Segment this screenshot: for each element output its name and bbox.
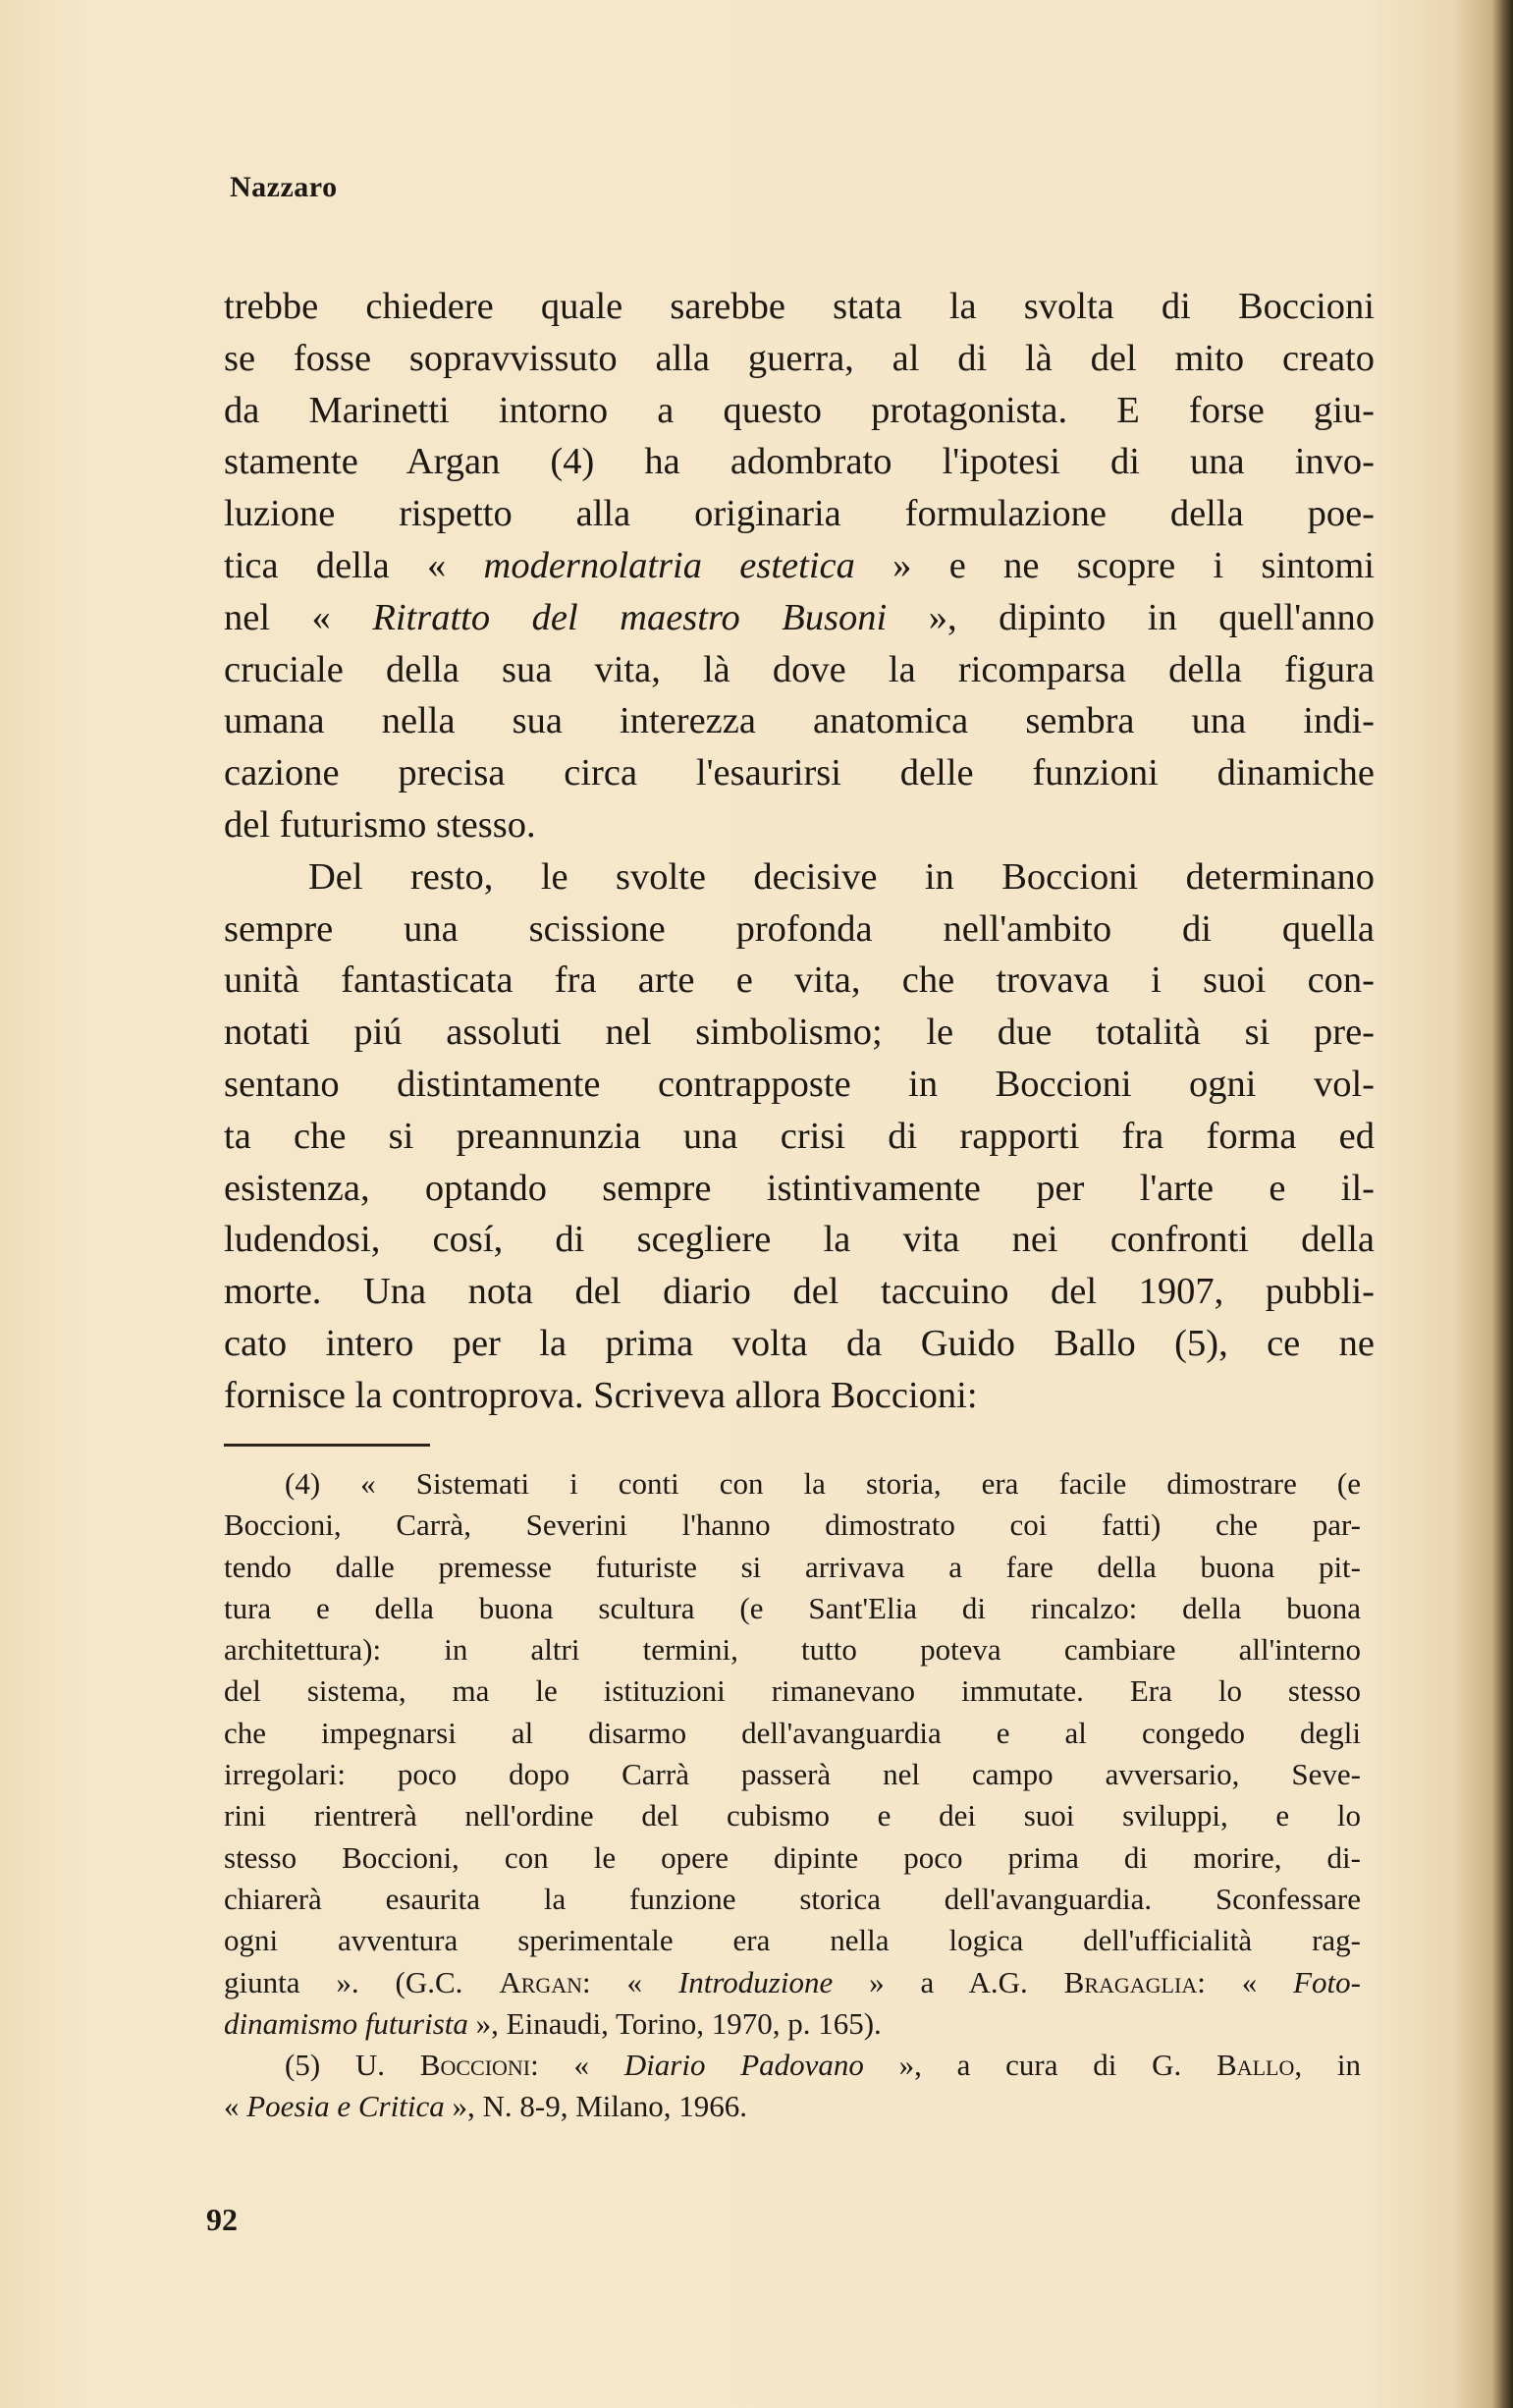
text-line: cato intero per la prima volta da Guido Ballo (5), ce ne: [224, 1322, 1375, 1364]
text-line: morte. Una nota del diario del taccuino del 1907, pubbli-: [224, 1271, 1375, 1313]
text-line: del futurismo stesso.: [224, 803, 536, 846]
citation-title: Foto-: [1293, 1964, 1361, 1999]
text-line: sentano distintamente contrapposte in Boccioni ogni vol-: [224, 1063, 1375, 1105]
text-line: cruciale della sua vita, là dove la ricomparsa della figura: [224, 648, 1375, 690]
citation-title: Diario Padovano: [623, 2048, 864, 2083]
text-line: da Marinetti intorno a questo protagonista. E forse giu-: [224, 389, 1375, 431]
text-line: sempre una scissione profonda nell'ambito di quella: [224, 907, 1375, 950]
italic-phrase: modernolatria estetica: [483, 544, 855, 586]
page-number: 92: [206, 2202, 238, 2237]
footnote-5: [224, 2045, 1361, 2128]
footnote-line: del sistema, ma le istituzioni rimanevano immutate. Era lo stesso: [224, 1673, 1361, 1709]
text-line: ludendosi, cosí, di scegliere la vita nei confronti della: [224, 1219, 1375, 1261]
citation-title: Introduzione: [677, 1964, 834, 1999]
citation-author: Ballo: [1216, 2048, 1295, 2083]
footnote-line: (4) « Sistemati i conti con la storia, era facile dimostrare (e: [285, 1466, 1361, 1501]
footnote-citation-line: [224, 1962, 1361, 2003]
text-line: trebbe chiedere quale sarebbe stata la svolta di Boccioni: [224, 286, 1375, 327]
citation-text: , in: [1294, 2048, 1361, 2083]
footnote-line: tendo dalle premesse futuriste si arrivava a fare della buona pit-: [224, 1549, 1361, 1584]
text-line: ta che si preannunzia una crisi di rapporti fra forma ed: [224, 1115, 1375, 1157]
citation-author: Boccioni: [419, 2048, 531, 2083]
citation-text: », Einaudi, Torino, 1970, p. 165).: [467, 2005, 882, 2041]
citation-author: Argan: [499, 1964, 583, 1999]
footnote-line: [224, 2086, 1361, 2127]
text-line: umana nella sua interezza anatomica sembra una indi-: [224, 700, 1375, 742]
footnote-line: che impegnarsi al disarmo dell'avanguardia e al congedo degli: [224, 1715, 1361, 1750]
citation-text: giunta ». (G.C.: [224, 1964, 500, 1999]
footnote-line: chiarerà esaurita la funzione storica dell'avanguardia. Sconfessare: [224, 1881, 1361, 1916]
text-line: esistenza, optando sempre istintivamente per l'arte e il-: [224, 1167, 1375, 1209]
citation-text: (5) U.: [285, 2048, 420, 2083]
citation-author: Bragaglia: [1063, 1964, 1198, 1999]
text-line: Del resto, le svolte decisive in Boccioni determinano: [308, 855, 1375, 898]
footnotes: [224, 1463, 1361, 2128]
citation-title: Poesia e Critica: [246, 2089, 445, 2124]
main-text: [224, 281, 1375, 1422]
text-line: fornisce la controprova. Scriveva allora Boccioni:: [224, 1374, 978, 1416]
footnote-line: irregolari: poco dopo Carrà passerà nel campo avversario, Seve-: [224, 1757, 1361, 1792]
text-line: luzione rispetto alla originaria formulazione della poe-: [224, 493, 1375, 535]
text-line: unità fantasticata fra arte e vita, che trovava i suoi con-: [224, 959, 1375, 1002]
footnote-line: Boccioni, Carrà, Severini l'hanno dimostrato coi fatti) che par-: [224, 1507, 1361, 1543]
footnote-line: ogni avventura sperimentale era nella logica dell'ufficialità rag-: [224, 1923, 1361, 1958]
citation-text: » a A.G.: [833, 1964, 1064, 1999]
italic-phrase: Ritratto del maestro Busoni: [372, 596, 888, 638]
citation-title: dinamismo futurista: [224, 2005, 468, 2041]
footnote-line: stesso Boccioni, con le opere dipinte poco prima di morire, di-: [224, 1839, 1361, 1875]
paragraph-2: [224, 851, 1375, 1422]
footnote-line: architettura): in altri termini, tutto poteva cambiare all'interno: [224, 1632, 1361, 1668]
citation-text: : «: [582, 1964, 678, 1999]
footnote-rule: [224, 1444, 430, 1447]
paragraph-1: [224, 281, 1375, 851]
running-head: Nazzaro: [230, 171, 338, 203]
footnote-citation-line: [224, 2003, 1361, 2045]
text-line: notati piú assoluti nel simbolismo; le due totalità si pre-: [224, 1012, 1375, 1054]
footnote-line: rini rientrerà nell'ordine del cubismo e dei suoi sviluppi, e lo: [224, 1798, 1361, 1833]
text-line: cazione precisa circa l'esaurirsi delle funzioni dinamiche: [224, 752, 1375, 794]
citation-text: », a cura di G.: [863, 2048, 1217, 2083]
text-line: tica della « modernolatria estetica » e ne scopre i sintomi: [224, 544, 1375, 586]
citation-text: «: [224, 2089, 247, 2124]
footnote-line: [224, 2045, 1361, 2086]
footnote-line: tura e della buona scultura (e Sant'Elia di rincalzo: della buona: [224, 1590, 1361, 1625]
text-line: se fosse sopravvissuto alla guerra, al di là del mito creato: [224, 337, 1375, 379]
citation-text: », N. 8-9, Milano, 1966.: [444, 2089, 747, 2124]
footnote-4: [224, 1463, 1361, 2045]
text-line: nel « Ritratto del maestro Busoni », dipinto in quell'anno: [224, 596, 1375, 638]
citation-text: : «: [530, 2048, 624, 2083]
citation-text: : «: [1197, 1964, 1294, 1999]
text-line: stamente Argan (4) ha adombrato l'ipotesi di una invo-: [224, 441, 1375, 483]
